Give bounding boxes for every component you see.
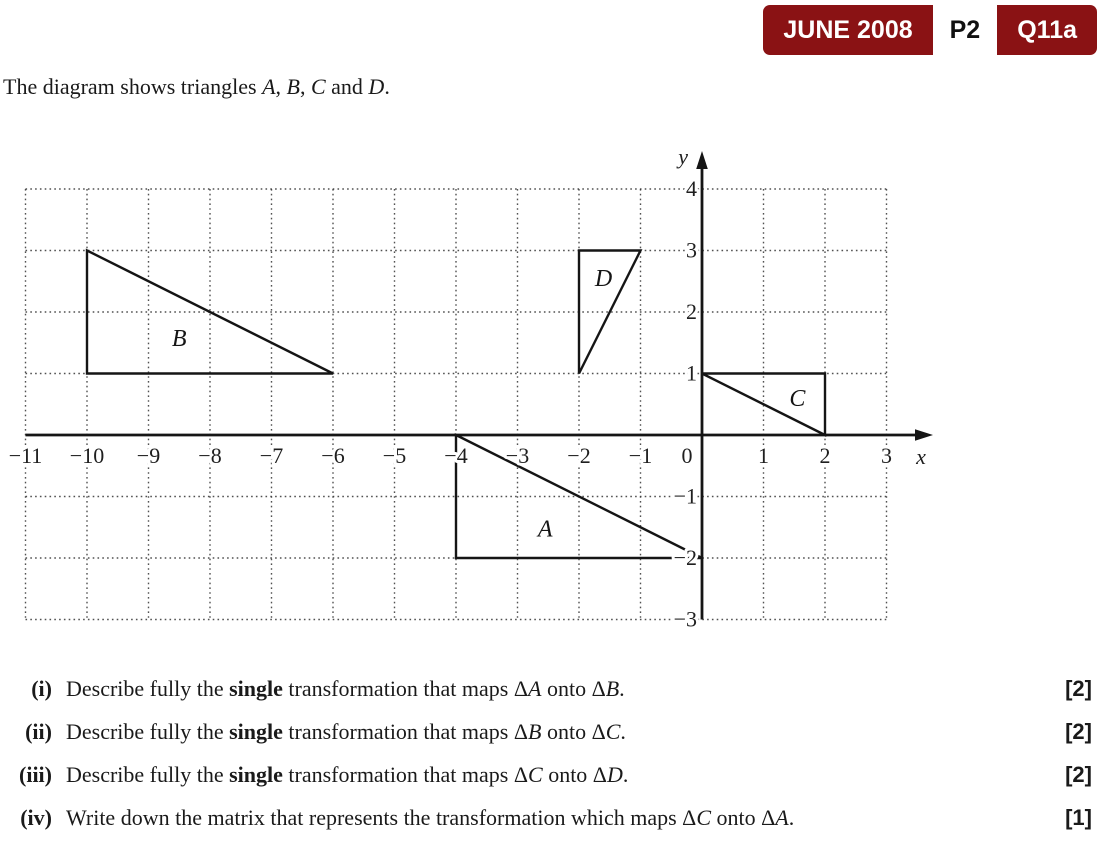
question-text-part: transformation that maps Δ: [282, 762, 528, 787]
question-text-part: Write down the matrix that represents the transformation which maps Δ: [66, 805, 697, 830]
y-tick-label: 3: [686, 237, 697, 263]
triangle-label-B: B: [171, 325, 187, 352]
y-tick-label: −1: [673, 483, 697, 509]
question-text-part: .: [620, 719, 626, 744]
marks-badge: [1]: [1065, 805, 1092, 830]
question-number: (iii): [19, 762, 52, 787]
y-tick-label: −2: [673, 545, 697, 570]
x-tick-label: −9: [136, 443, 161, 468]
intro-sep: ,: [299, 74, 311, 99]
y-axis-label: y: [678, 144, 688, 169]
question-row-i: [0, 676, 1100, 702]
triangle-label-C: C: [789, 386, 806, 413]
y-tick-label: −3: [673, 606, 697, 632]
x-axis-arrow-icon: [915, 429, 933, 441]
x-tick-label: 2: [819, 443, 831, 468]
y-tick-label: 1: [686, 360, 697, 386]
question-text: [66, 805, 1048, 831]
intro-pre: The diagram shows triangles: [3, 74, 263, 99]
triangle-ref: B: [605, 676, 620, 701]
coordinate-grid-svg: [0, 138, 945, 653]
question-text: [66, 762, 1048, 788]
triangle-ref: B: [528, 719, 542, 744]
badge-session-label: JUNE 2008: [783, 15, 913, 44]
triangle-name-a: A: [262, 74, 276, 99]
question-text: [66, 676, 1048, 702]
marks-badge: [2]: [1065, 762, 1092, 787]
x-tick-label: −1: [628, 443, 653, 468]
question-row-ii: [0, 719, 1100, 745]
x-tick-label: 1: [758, 443, 769, 468]
triangle-B: [87, 251, 333, 374]
question-bold-word: single: [229, 762, 283, 787]
triangle-ref: D: [606, 762, 623, 787]
intro-end: .: [384, 74, 390, 99]
x-axis-label: x: [916, 444, 926, 469]
question-text-part: Describe fully the: [66, 719, 230, 744]
question-text-part: transformation that maps Δ: [282, 676, 528, 701]
coordinate-diagram: [0, 138, 945, 653]
question-text: [66, 719, 1048, 745]
triangle-name-b: B: [286, 74, 300, 99]
x-tick-label: −4: [444, 443, 468, 468]
x-tick-label: −3: [505, 443, 530, 468]
x-tick-label: −7: [259, 443, 284, 468]
question-text-part: .: [788, 805, 795, 830]
x-tick-label: 0: [681, 443, 693, 468]
question-bold-word: single: [229, 719, 283, 744]
marks-badge: [2]: [1065, 676, 1092, 701]
triangle-name-d: D: [368, 74, 385, 99]
question-text-part: transformation that maps Δ: [282, 719, 528, 744]
question-text-part: onto Δ: [541, 719, 606, 744]
triangle-ref: A: [528, 676, 542, 701]
triangle-label-D: D: [594, 266, 613, 293]
y-tick-label: 4: [686, 176, 697, 201]
triangle-ref: A: [775, 805, 789, 830]
triangle-label-A: A: [537, 516, 553, 543]
intro-sep: ,: [275, 74, 287, 99]
x-tick-label: −6: [321, 443, 345, 468]
triangle-ref: C: [605, 719, 621, 744]
question-row-iii: [0, 762, 1100, 788]
question-list: [0, 676, 1100, 848]
question-text-part: Describe fully the: [66, 762, 230, 787]
triangle-ref: C: [528, 762, 543, 787]
question-number: (ii): [25, 719, 52, 744]
question-number: (i): [31, 676, 52, 701]
intro-text: [3, 74, 390, 100]
triangle-ref: C: [696, 805, 711, 830]
x-tick-label: −8: [198, 443, 222, 468]
x-tick-label: 3: [881, 443, 892, 468]
question-text-part: Describe fully the: [66, 676, 230, 701]
question-text-part: .: [622, 762, 629, 787]
x-tick-label: −11: [8, 443, 43, 468]
question-text-part: .: [619, 676, 625, 701]
y-tick-label: 2: [686, 299, 697, 324]
question-text-part: onto Δ: [542, 762, 607, 787]
x-tick-label: −2: [567, 443, 591, 468]
marks-badge: [2]: [1065, 719, 1092, 744]
question-number: (iv): [20, 805, 52, 830]
x-tick-label: −5: [382, 443, 407, 468]
question-badge: [763, 5, 1097, 55]
y-axis-arrow-icon: [696, 151, 708, 169]
question-bold-word: single: [229, 676, 283, 701]
x-tick-label: −10: [69, 443, 105, 468]
badge-paper-label: P2: [933, 5, 998, 55]
intro-sep: and: [325, 74, 369, 99]
badge-question-label: Q11a: [1017, 15, 1077, 44]
question-text-part: onto Δ: [711, 805, 776, 830]
question-row-iv: [0, 805, 1100, 831]
question-text-part: onto Δ: [541, 676, 606, 701]
triangle-name-c: C: [310, 74, 326, 99]
